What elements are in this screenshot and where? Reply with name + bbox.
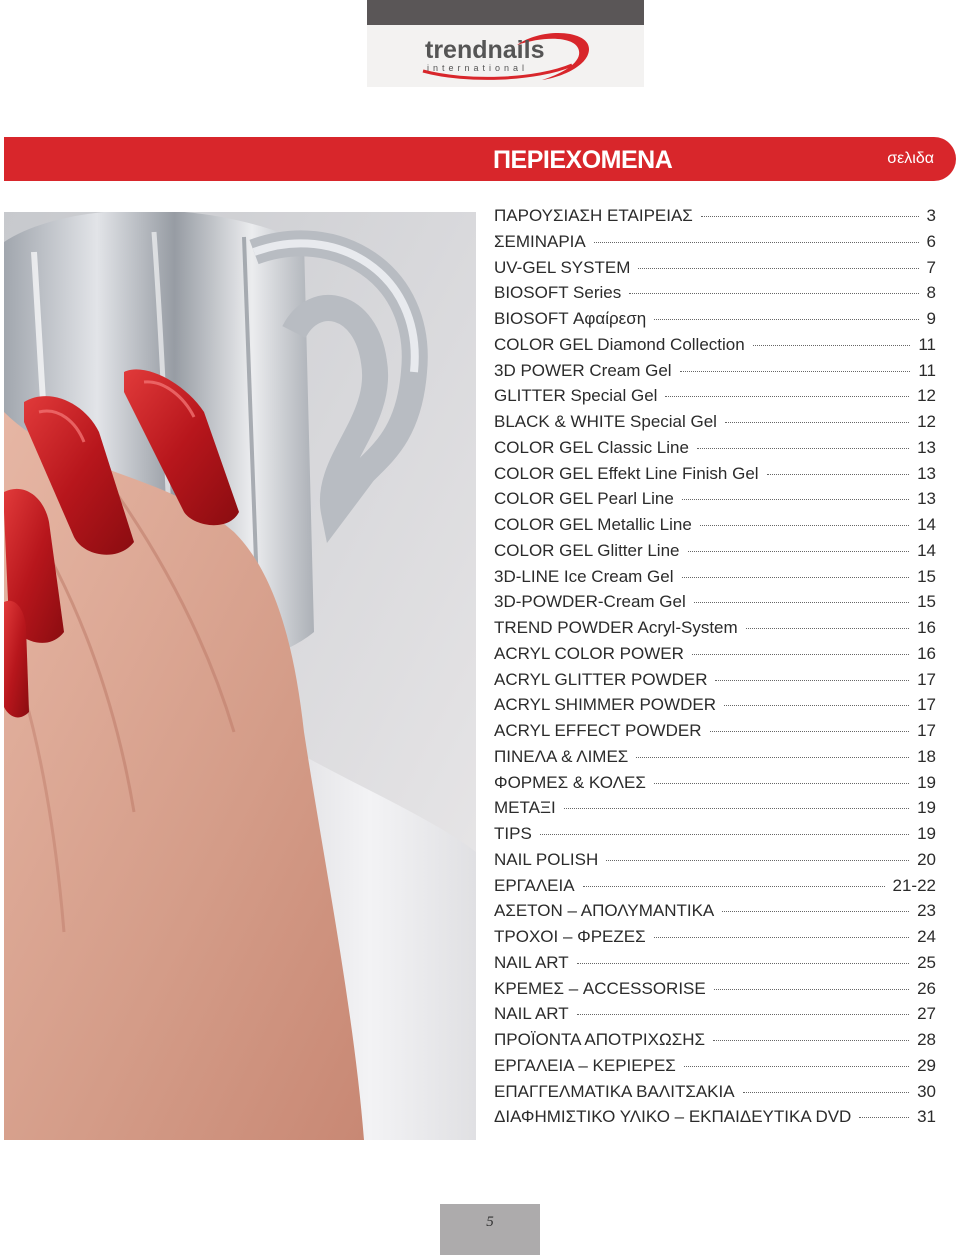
- toc-dot-leader: [694, 602, 909, 603]
- toc-entry[interactable]: [494, 1030, 936, 1056]
- toc-entry[interactable]: [494, 798, 936, 824]
- toc-dot-leader: [665, 396, 909, 397]
- toc-dot-leader: [715, 680, 909, 681]
- toc-entry-page: 11: [918, 334, 936, 354]
- toc-entry[interactable]: [494, 850, 936, 876]
- toc-entry-page: 9: [926, 309, 936, 328]
- toc-entry-title: ΣΕΜΙΝΑΡΙΑ: [494, 231, 586, 251]
- toc-entry[interactable]: [494, 1056, 936, 1082]
- toc-entry-title: ΕΡΓΑΛΕΙΑ: [494, 875, 575, 895]
- toc-dot-leader: [701, 216, 919, 217]
- toc-dot-leader: [682, 499, 909, 500]
- toc-entry-page: 17: [917, 669, 936, 689]
- toc-entry[interactable]: [494, 747, 936, 773]
- toc-entry-page: 15: [917, 566, 936, 586]
- toc-entry[interactable]: [494, 567, 936, 593]
- toc-entry-title: BLACK & WHITE Special Gel: [494, 412, 717, 431]
- page-number: 5: [486, 1214, 494, 1230]
- toc-dot-leader: [725, 422, 909, 423]
- toc-dot-leader: [753, 345, 911, 346]
- toc-entry-page: 14: [917, 540, 936, 560]
- toc-entry[interactable]: [494, 258, 936, 284]
- toc-entry-page: 23: [917, 901, 936, 921]
- toc-entry[interactable]: [494, 438, 936, 464]
- toc-entry-page: 16: [917, 643, 936, 663]
- toc-entry-page: 31: [917, 1107, 936, 1127]
- toc-entry-title: ΠΙΝΕΛΑ & ΛΙΜΕΣ: [494, 746, 629, 766]
- toc-entry-title: NAIL POLISH: [494, 849, 599, 869]
- toc-dot-leader: [540, 834, 909, 835]
- toc-entry-title: COLOR GEL Effekt Line Finish Gel: [494, 463, 759, 483]
- toc-entry-title: ACRYL COLOR POWER: [494, 643, 684, 663]
- toc-dot-leader: [564, 808, 909, 809]
- toc-entry-title: 3D POWER Cream Gel: [494, 360, 672, 380]
- toc-entry[interactable]: [494, 979, 936, 1005]
- toc-entry[interactable]: [494, 927, 936, 953]
- toc-entry-title: NAIL ART: [494, 952, 569, 972]
- toc-entry[interactable]: [494, 232, 936, 258]
- toc-entry-title: ΠΑΡΟΥΣΙΑΣΗ ΕΤΑΙΡΕΙΑΣ: [494, 206, 693, 225]
- toc-entry-title: ACRYL SHIMMER POWDER: [494, 695, 716, 715]
- toc-entry-title: ΑΣΕΤΟΝ – ΑΠΟΛΥΜΑΝΤΙΚΑ: [494, 901, 715, 921]
- toc-entry[interactable]: [494, 464, 936, 490]
- toc-entry-title: GLITTER Special Gel: [494, 386, 658, 406]
- toc-entry-page: 11: [918, 360, 936, 380]
- toc-entry[interactable]: [494, 644, 936, 670]
- toc-dot-leader: [654, 319, 918, 320]
- toc-entry-page: 7: [926, 257, 936, 277]
- toc-dot-leader: [767, 474, 910, 475]
- toc-entry[interactable]: [494, 901, 936, 927]
- toc-entry-title: COLOR GEL Classic Line: [494, 437, 689, 457]
- toc-dot-leader: [682, 577, 910, 578]
- toc-entry-title: TIPS: [494, 824, 532, 843]
- toc-entry-page: 14: [917, 515, 936, 534]
- contents-header-bar: [4, 137, 956, 181]
- toc-entry-title: ΦΟΡΜΕΣ & ΚΟΛΕΣ: [494, 772, 646, 792]
- toc-entry-title: COLOR GEL Metallic Line: [494, 515, 692, 534]
- toc-dot-leader: [577, 1014, 909, 1015]
- toc-dot-leader: [684, 1066, 909, 1067]
- toc-dot-leader: [697, 448, 909, 449]
- toc-entry-page: 12: [917, 412, 936, 431]
- toc-entry-page: 12: [917, 386, 936, 406]
- toc-dot-leader: [692, 654, 909, 655]
- toc-entry-page: 19: [917, 824, 936, 843]
- toc-entry[interactable]: [494, 335, 936, 361]
- toc-entry-page: 16: [917, 618, 936, 637]
- toc-entry[interactable]: [494, 876, 936, 902]
- toc-entry[interactable]: [494, 953, 936, 979]
- toc-entry[interactable]: [494, 773, 936, 799]
- toc-entry-title: COLOR GEL Diamond Collection: [494, 334, 745, 354]
- toc-entry-title: ΠΡΟΪΟΝΤΑ ΑΠΟΤΡΙΧΩΣΗΣ: [494, 1030, 705, 1049]
- toc-entry[interactable]: [494, 1082, 936, 1108]
- toc-entry-page: 25: [917, 952, 936, 972]
- logo-wordmark: trendnails: [425, 36, 545, 64]
- toc-entry-title: COLOR GEL Glitter Line: [494, 540, 680, 560]
- toc-entry-title: ΤΡΟΧΟΙ – ΦΡΕΖΕΣ: [494, 927, 646, 946]
- toc-entry-title: COLOR GEL Pearl Line: [494, 489, 674, 509]
- toc-entry[interactable]: [494, 670, 936, 696]
- toc-entry-page: 26: [917, 978, 936, 998]
- toc-dot-leader: [713, 1040, 909, 1041]
- toc-entry-title: BIOSOFT Series: [494, 283, 622, 303]
- toc-entry-page: 18: [917, 746, 936, 766]
- toc-entry[interactable]: [494, 361, 936, 387]
- toc-entry-title: ACRYL EFFECT POWDER: [494, 721, 702, 740]
- toc-entry-page: 19: [917, 772, 936, 792]
- table-of-contents: [494, 206, 936, 1133]
- toc-entry-title: ΕΡΓΑΛΕΙΑ – ΚΕΡΙΕΡΕΣ: [494, 1055, 676, 1075]
- toc-entry-page: 15: [917, 592, 936, 612]
- toc-entry-page: 20: [917, 849, 936, 869]
- toc-entry-title: 3D-LINE Ice Cream Gel: [494, 566, 674, 586]
- toc-entry-title: ΚΡΕΜΕΣ – ACCESSORISE: [494, 978, 706, 998]
- toc-dot-leader: [583, 886, 885, 887]
- toc-entry-title: NAIL ART: [494, 1004, 569, 1024]
- toc-entry[interactable]: [494, 541, 936, 567]
- toc-entry[interactable]: [494, 592, 936, 618]
- toc-entry-page: 3: [926, 206, 936, 225]
- toc-entry-page: 29: [917, 1055, 936, 1075]
- toc-entry[interactable]: [494, 386, 936, 412]
- toc-entry-page: 21-22: [892, 875, 936, 895]
- toc-dot-leader: [638, 268, 918, 269]
- toc-dot-leader: [700, 525, 909, 526]
- toc-entry[interactable]: [494, 489, 936, 515]
- toc-entry-title: TREND POWDER Acryl-System: [494, 618, 738, 637]
- toc-entry[interactable]: [494, 206, 936, 232]
- brand-logo: [367, 25, 644, 87]
- toc-dot-leader: [859, 1117, 909, 1118]
- logo-subtitle: international: [427, 63, 529, 73]
- toc-entry-page: 17: [917, 695, 936, 715]
- toc-entry[interactable]: [494, 1107, 936, 1133]
- footer-page-box: [440, 1204, 540, 1255]
- hand-with-glass-photo: [4, 212, 476, 1140]
- toc-entry[interactable]: [494, 309, 936, 335]
- toc-entry-page: 28: [917, 1030, 936, 1049]
- toc-entry-title: ACRYL GLITTER POWDER: [494, 669, 708, 689]
- toc-entry-title: 3D-POWDER-Cream Gel: [494, 592, 686, 612]
- toc-dot-leader: [724, 705, 909, 706]
- toc-entry[interactable]: [494, 824, 936, 850]
- toc-dot-leader: [577, 963, 909, 964]
- top-bar: [367, 0, 644, 25]
- toc-entry[interactable]: [494, 283, 936, 309]
- toc-entry-page: 17: [917, 721, 936, 740]
- toc-dot-leader: [688, 551, 910, 552]
- toc-entry-page: 24: [917, 927, 936, 946]
- toc-dot-leader: [654, 783, 909, 784]
- toc-entry-title: ΜΕΤΑΞΙ: [494, 798, 556, 818]
- toc-dot-leader: [606, 860, 909, 861]
- toc-entry-page: 27: [917, 1004, 936, 1024]
- toc-entry[interactable]: [494, 515, 936, 541]
- toc-dot-leader: [636, 757, 909, 758]
- toc-entry-title: ΔΙΑΦΗΜΙΣΤΙΚΟ ΥΛΙΚΟ – ΕΚΠΑΙΔΕΥΤΙΚΑ DVD: [494, 1107, 852, 1127]
- toc-dot-leader: [680, 371, 911, 372]
- toc-entry-page: 13: [917, 489, 936, 509]
- toc-dot-leader: [714, 989, 909, 990]
- toc-entry-page: 19: [917, 798, 936, 818]
- toc-entry-title: ΕΠΑΓΓΕΛΜΑΤΙΚΑ ΒΑΛΙΤΣΑΚΙΑ: [494, 1081, 735, 1101]
- toc-dot-leader: [654, 937, 909, 938]
- page-column-label: σελιδα: [887, 150, 934, 167]
- toc-entry-page: 13: [917, 463, 936, 483]
- toc-entry[interactable]: [494, 721, 936, 747]
- toc-dot-leader: [710, 731, 910, 732]
- toc-entry[interactable]: [494, 412, 936, 438]
- page-title: ΠΕΡΙΕΧΟΜΕΝΑ: [493, 146, 673, 174]
- toc-entry-page: 8: [926, 283, 936, 303]
- toc-entry[interactable]: [494, 695, 936, 721]
- toc-entry-title: BIOSOFT Αφαίρεση: [494, 309, 647, 328]
- toc-entry-page: 30: [917, 1081, 936, 1101]
- toc-entry[interactable]: [494, 618, 936, 644]
- toc-entry[interactable]: [494, 1004, 936, 1030]
- toc-dot-leader: [722, 911, 909, 912]
- toc-entry-page: 6: [926, 231, 936, 251]
- toc-entry-title: UV-GEL SYSTEM: [494, 257, 631, 277]
- toc-dot-leader: [746, 628, 909, 629]
- toc-dot-leader: [629, 293, 918, 294]
- toc-dot-leader: [594, 242, 919, 243]
- toc-dot-leader: [743, 1092, 910, 1093]
- toc-entry-page: 13: [917, 437, 936, 457]
